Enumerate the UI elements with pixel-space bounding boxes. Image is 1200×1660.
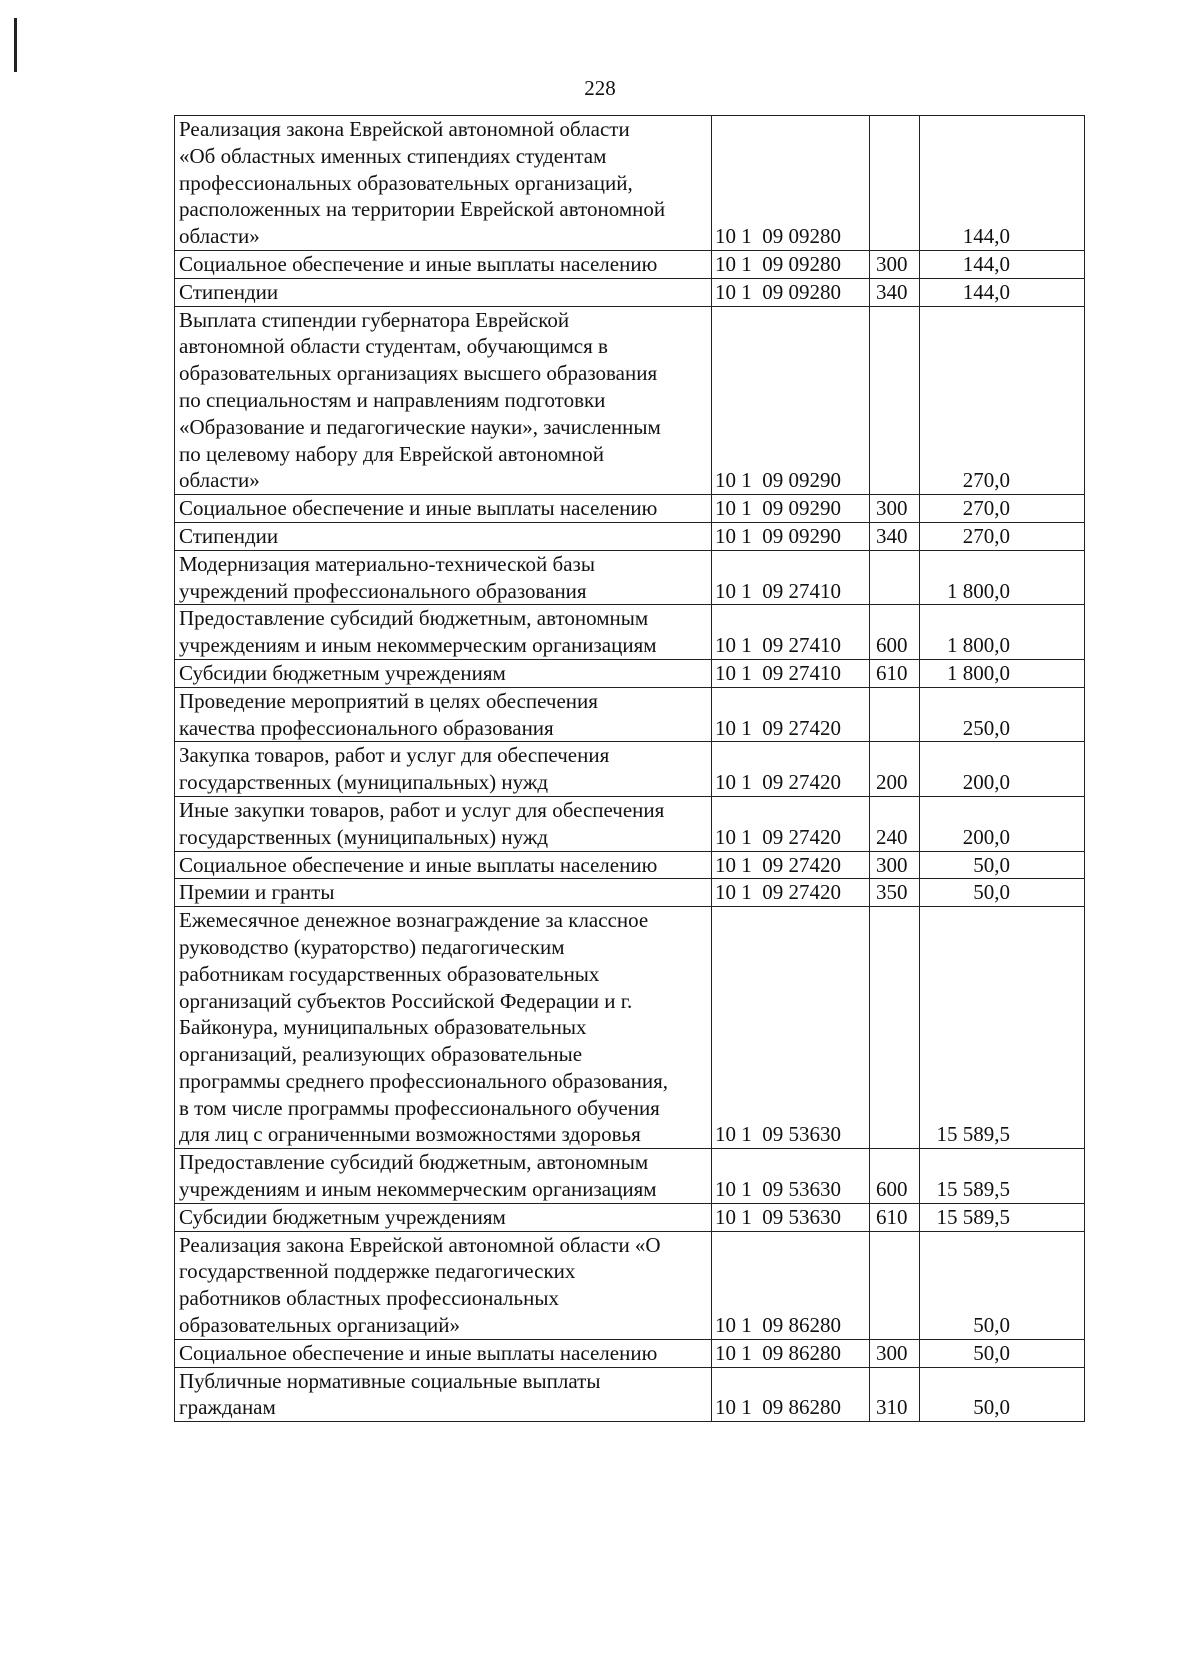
expense-name-line: в том числе программы профессионального обучения <box>179 1095 660 1120</box>
expense-name-cell <box>175 796 712 851</box>
amount-cell: 270,0 <box>920 306 1085 495</box>
expense-name-cell <box>175 495 712 523</box>
table-row <box>175 116 1085 251</box>
expense-name-cell <box>175 522 712 550</box>
amount-cell: 270,0 <box>920 522 1085 550</box>
expense-name-cell <box>175 278 712 306</box>
expense-type-code: 300 <box>870 851 920 879</box>
table-row <box>175 1339 1085 1367</box>
expense-name-line: Премии и гранты <box>179 880 335 905</box>
table-row <box>175 250 1085 278</box>
page-number: 228 <box>584 76 616 100</box>
expense-type-code <box>870 907 920 1149</box>
target-article-code: 10 1 09 09280 <box>712 116 870 251</box>
amount-cell: 144,0 <box>920 116 1085 251</box>
amount-cell: 50,0 <box>920 879 1085 907</box>
amount-cell: 50,0 <box>920 851 1085 879</box>
target-article-code: 10 1 09 27410 <box>712 659 870 687</box>
table-row <box>175 742 1085 797</box>
target-article-code: 10 1 09 27420 <box>712 687 870 742</box>
expense-name-line: Модернизация материально-технической базы <box>179 551 595 576</box>
expense-name-line: Субсидии бюджетным учреждениям <box>179 1204 506 1229</box>
expense-type-code <box>870 1231 920 1339</box>
amount-cell: 15 589,5 <box>920 907 1085 1149</box>
expense-name-line: Социальное обеспечение и иные выплаты населению <box>179 496 658 521</box>
table-row <box>175 278 1085 306</box>
table-row <box>175 879 1085 907</box>
expense-name-line: учреждений профессионального образования <box>179 578 587 603</box>
amount-cell: 144,0 <box>920 250 1085 278</box>
expense-name-line: Иные закупки товаров, работ и услуг для обеспечения <box>179 797 665 822</box>
amount-cell: 250,0 <box>920 687 1085 742</box>
expense-name-line: Публичные нормативные социальные выплаты <box>179 1368 601 1393</box>
expense-name-line: Проведение мероприятий в целях обеспечения <box>179 688 598 713</box>
table-row <box>175 522 1085 550</box>
expense-name-line: программы среднего профессионального образования, <box>179 1068 669 1093</box>
expense-name-line: гражданам <box>179 1395 276 1420</box>
table-row <box>175 1367 1085 1422</box>
expense-name-line: Байконура, муниципальных образовательных <box>179 1015 587 1040</box>
amount-cell: 1 800,0 <box>920 550 1085 605</box>
expense-type-code <box>870 550 920 605</box>
table-row <box>175 796 1085 851</box>
expense-type-code: 240 <box>870 796 920 851</box>
table-row <box>175 851 1085 879</box>
table-row <box>175 1149 1085 1204</box>
expense-name-cell <box>175 1367 712 1422</box>
expense-name-cell <box>175 851 712 879</box>
target-article-code: 10 1 09 27420 <box>712 879 870 907</box>
expense-type-code: 310 <box>870 1367 920 1422</box>
target-article-code: 10 1 09 53630 <box>712 1149 870 1204</box>
amount-cell: 50,0 <box>920 1367 1085 1422</box>
target-article-code: 10 1 09 09290 <box>712 522 870 550</box>
expense-name-line: Предоставление субсидий бюджетным, автономным <box>179 1150 649 1175</box>
expense-name-line: «Образование и педагогические науки», зачисленным <box>179 414 661 439</box>
expense-name-cell <box>175 1231 712 1339</box>
expense-type-code: 610 <box>870 659 920 687</box>
expense-name-line: руководство (кураторство) педагогическим <box>179 934 565 959</box>
expense-type-code <box>870 306 920 495</box>
expense-name-line: Социальное обеспечение и иные выплаты населению <box>179 1340 658 1365</box>
expense-name-cell <box>175 879 712 907</box>
expense-name-line: Ежемесячное денежное вознаграждение за классное <box>179 908 649 933</box>
expense-type-code: 350 <box>870 879 920 907</box>
target-article-code: 10 1 09 27410 <box>712 550 870 605</box>
expense-name-line: организаций субъектов Российской Федерации и г. <box>179 988 633 1013</box>
amount-cell: 15 589,5 <box>920 1149 1085 1204</box>
expense-name-line: Закупка товаров, работ и услуг для обеспечения <box>179 743 610 768</box>
target-article-code: 10 1 09 09280 <box>712 278 870 306</box>
table-row <box>175 1231 1085 1339</box>
expense-name-cell <box>175 116 712 251</box>
table-row <box>175 907 1085 1149</box>
expense-name-line: организаций, реализующих образовательные <box>179 1042 583 1067</box>
expense-name-line: Стипендии <box>179 279 279 304</box>
expense-name-line: государственных (муниципальных) нужд <box>179 824 549 849</box>
expense-name-line: расположенных на территории Еврейской автономной <box>179 197 666 222</box>
expense-type-code: 340 <box>870 278 920 306</box>
target-article-code: 10 1 09 27420 <box>712 851 870 879</box>
expense-name-line: Реализация закона Еврейской автономной области <box>179 117 630 141</box>
table-row <box>175 659 1085 687</box>
expense-name-line: образовательных организаций» <box>179 1313 460 1338</box>
target-article-code: 10 1 09 86280 <box>712 1339 870 1367</box>
target-article-code: 10 1 09 09290 <box>712 306 870 495</box>
expense-name-cell <box>175 605 712 660</box>
expense-name-cell <box>175 550 712 605</box>
expense-name-cell <box>175 250 712 278</box>
target-article-code: 10 1 09 27420 <box>712 796 870 851</box>
table-row <box>175 550 1085 605</box>
expense-name-line: качества профессионального образования <box>179 715 554 740</box>
expense-type-code: 300 <box>870 495 920 523</box>
amount-cell: 1 800,0 <box>920 605 1085 660</box>
expense-name-cell <box>175 1339 712 1367</box>
target-article-code: 10 1 09 86280 <box>712 1367 870 1422</box>
target-article-code: 10 1 09 09280 <box>712 250 870 278</box>
target-article-code: 10 1 09 27410 <box>712 605 870 660</box>
target-article-code: 10 1 09 09290 <box>712 495 870 523</box>
expense-name-line: работникам государственных образовательных <box>179 961 600 986</box>
expense-type-code: 340 <box>870 522 920 550</box>
expense-name-line: профессиональных образовательных организаций, <box>179 170 633 195</box>
table-row <box>175 306 1085 495</box>
amount-cell: 1 800,0 <box>920 659 1085 687</box>
budget-table-body <box>175 116 1085 1422</box>
expense-type-code <box>870 116 920 251</box>
amount-cell: 50,0 <box>920 1231 1085 1339</box>
expense-name-line: государственных (муниципальных) нужд <box>179 770 549 795</box>
amount-cell: 15 589,5 <box>920 1203 1085 1231</box>
expense-name-line: учреждениям и иным некоммерческим организациям <box>179 1177 657 1202</box>
amount-cell: 50,0 <box>920 1339 1085 1367</box>
expense-name-line: Реализация закона Еврейской автономной области «О <box>179 1232 661 1257</box>
expense-name-line: Предоставление субсидий бюджетным, автономным <box>179 606 649 631</box>
expense-name-line: по специальностям и направлениям подготовки <box>179 387 606 412</box>
expense-name-line: Выплата стипендии губернатора Еврейской <box>179 307 570 332</box>
expense-name-line: «Об областных именных стипендиях студентам <box>179 143 607 168</box>
target-article-code: 10 1 09 86280 <box>712 1231 870 1339</box>
expense-name-line: Социальное обеспечение и иные выплаты населению <box>179 852 658 877</box>
expense-name-line: образовательных организациях высшего образования <box>179 361 658 386</box>
expense-type-code: 610 <box>870 1203 920 1231</box>
expense-name-line: работников областных профессиональных <box>179 1286 559 1311</box>
table-row <box>175 605 1085 660</box>
expense-name-cell <box>175 907 712 1149</box>
expense-name-cell <box>175 1203 712 1231</box>
expense-name-line: для лиц с ограниченными возможностями здоровья <box>179 1122 641 1147</box>
amount-cell: 200,0 <box>920 796 1085 851</box>
expense-type-code: 300 <box>870 250 920 278</box>
expense-name-cell <box>175 306 712 495</box>
expense-type-code: 600 <box>870 1149 920 1204</box>
expense-name-line: области» <box>179 224 260 249</box>
expense-name-cell <box>175 659 712 687</box>
amount-cell: 144,0 <box>920 278 1085 306</box>
expense-name-line: по целевому набору для Еврейской автономной <box>179 441 605 466</box>
expense-name-line: Социальное обеспечение и иные выплаты населению <box>179 251 658 276</box>
target-article-code: 10 1 09 53630 <box>712 1203 870 1231</box>
expense-name-line: государственной поддержке педагогических <box>179 1259 576 1284</box>
expense-type-code: 200 <box>870 742 920 797</box>
expense-name-line: области» <box>179 468 260 493</box>
expense-name-cell <box>175 687 712 742</box>
amount-cell: 270,0 <box>920 495 1085 523</box>
table-row <box>175 1203 1085 1231</box>
table-row <box>175 687 1085 742</box>
budget-table <box>174 115 1085 1422</box>
scan-edge-mark <box>14 18 17 72</box>
target-article-code: 10 1 09 53630 <box>712 907 870 1149</box>
amount-cell: 200,0 <box>920 742 1085 797</box>
target-article-code: 10 1 09 27420 <box>712 742 870 797</box>
expense-name-cell <box>175 742 712 797</box>
expense-type-code: 300 <box>870 1339 920 1367</box>
table-row <box>175 495 1085 523</box>
expense-name-line: учреждениям и иным некоммерческим организациям <box>179 633 657 658</box>
expense-name-line: автономной области студентам, обучающимся в <box>179 334 608 359</box>
expense-type-code: 600 <box>870 605 920 660</box>
expense-name-line: Субсидии бюджетным учреждениям <box>179 660 506 685</box>
expense-type-code <box>870 687 920 742</box>
expense-name-cell <box>175 1149 712 1204</box>
expense-name-line: Стипендии <box>179 523 279 548</box>
